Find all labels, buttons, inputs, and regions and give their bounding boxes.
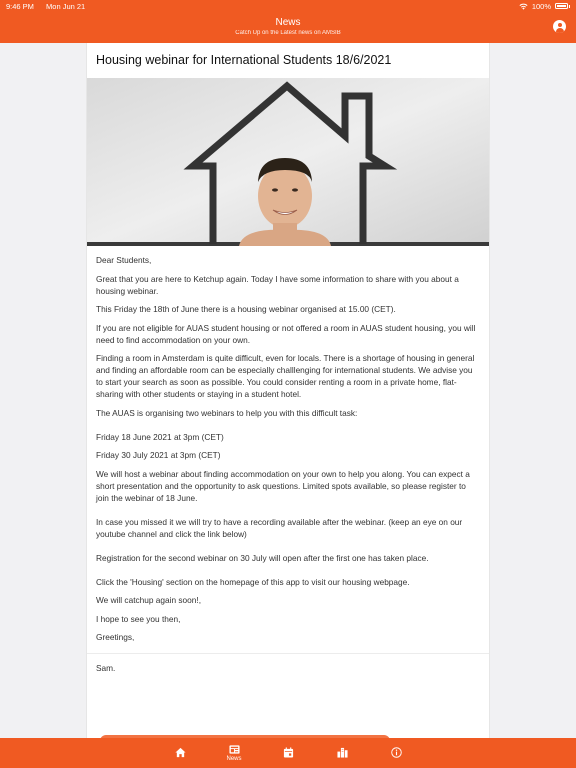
status-date: Mon Jun 21 — [46, 1, 86, 11]
article-paragraph: The AUAS is organising two webinars to help you with this difficult task: — [96, 407, 358, 418]
article-paragraph: Greetings, — [96, 632, 135, 642]
article-paragraph: Dear Students, — [96, 255, 152, 265]
article-paragraph: Great that you are here to Ketchup again. Today I have some information to share with you about a housing webinar. — [96, 273, 459, 296]
article-body — [87, 246, 489, 674]
article-paragraph: In case you missed it we will try to have a recording available after the webinar. (keep an eye on our youtube channel and click the link below) — [96, 516, 463, 539]
article-paragraph: We will catchup again soon!, — [96, 595, 201, 605]
article-paragraph: Finding a room in Amsterdam is quite difficult, even for locals. There is a shortage of housing in general and finding an affordable room can be especially challlenging for international students. We advise you to start your search as soon as possible. You could consider renting a room in a private home, flat-sharing with other students or staying in a student hotel. — [96, 353, 475, 399]
calendar-icon — [283, 747, 294, 758]
news-article-card — [86, 43, 490, 743]
webinar-date-2: Friday 30 July 2021 at 3pm (CET) — [96, 450, 221, 460]
home-icon — [175, 747, 186, 758]
info-icon — [391, 747, 402, 758]
article-paragraph: I hope to see you then, — [96, 613, 181, 624]
wifi-icon — [519, 3, 528, 10]
tab-buildings[interactable] — [315, 738, 369, 768]
tab-info[interactable] — [369, 738, 423, 768]
page-title: News — [275, 17, 301, 28]
article-hero-image — [87, 78, 490, 246]
article-paragraph: Click the 'Housing' section on the homepage of this app to visit our housing webpage. — [96, 576, 410, 587]
tab-home[interactable] — [153, 738, 207, 768]
article-paragraph: If you are not eligible for AUAS student housing or not offered a room in AUAS student housing, you will need to find accommodation on your own. — [96, 322, 476, 345]
status-bar — [0, 0, 576, 12]
account-icon[interactable] — [553, 20, 566, 33]
tab-label: News — [226, 756, 242, 762]
article-signature: Sam. — [96, 663, 116, 673]
tab-bar — [0, 738, 576, 768]
battery-icon — [555, 3, 568, 9]
article-paragraph: We will host a webinar about finding accommodation on your own to help you along. You can expect a short presentation and the opportunity to ask questions. Limited spots available, so please register to join the webinar of 18 June. — [96, 468, 470, 503]
divider — [87, 653, 489, 654]
tab-calendar[interactable] — [261, 738, 315, 768]
tab-news[interactable] — [207, 738, 261, 768]
page-subtitle: Catch Up on the Latest news on AMSIB — [235, 30, 341, 36]
article-title: Housing webinar for International Students 18/6/2021 — [96, 53, 392, 67]
buildings-icon — [337, 747, 348, 758]
status-time: 9:46 PM — [6, 1, 34, 11]
webinar-date-1: Friday 18 June 2021 at 3pm (CET) — [96, 431, 224, 442]
article-paragraph: This Friday the 18th of June there is a housing webinar organised at 15.00 (CET). — [96, 304, 396, 314]
app-header — [0, 12, 576, 43]
battery-percent: 100% — [531, 1, 551, 11]
news-icon — [229, 744, 240, 755]
article-paragraph: Registration for the second webinar on 30 July will open after the first one has taken place. — [96, 552, 429, 563]
